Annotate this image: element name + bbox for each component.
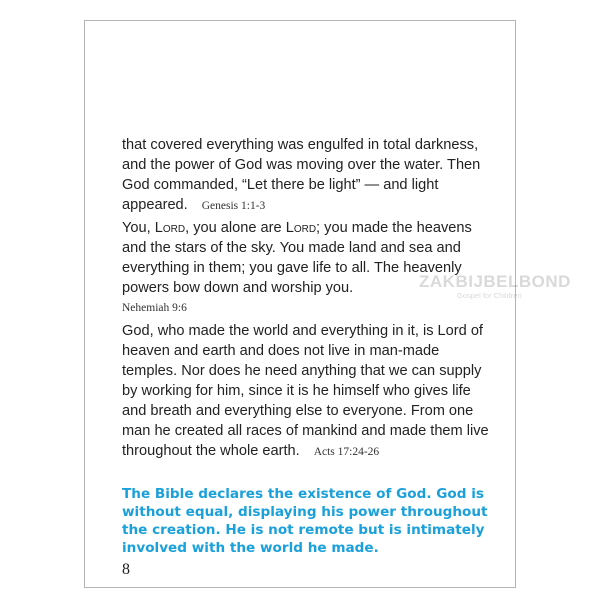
watermark-sub: Gospel for Children [457, 291, 522, 300]
scripture-reference: Nehemiah 9:6 [122, 302, 187, 314]
book-page [84, 20, 571, 588]
paragraph-text: God, who made the world and everything in it, is Lord of heaven and earth and does not live in man-made temples. Nor does he need anything that we can supply by working for him, since it is he himself who gives life and breath and everything else to everyone. From one man he created all races of mankind and made them live throughout the whole earth. [122, 323, 489, 459]
text-fragment: You, [122, 220, 155, 236]
scripture-reference: Genesis 1:1-3 [201, 200, 266, 212]
text-fragment: , you alone are [185, 220, 286, 236]
callout-text: The Bible declares the existence of God. God is without equal, displaying his power throughout the creation. He is not remote but is intimately involved with the world he made. [122, 486, 488, 556]
paragraph-genesis [122, 135, 492, 216]
lord-small-caps: Lord [285, 220, 317, 236]
scripture-reference: Acts 17:24-26 [313, 446, 380, 458]
lord-small-caps: Lord [154, 220, 186, 236]
paragraph-nehemiah [122, 218, 494, 316]
paragraph-acts [122, 321, 492, 462]
watermark-main: ZAKBIJBELBOND [419, 272, 571, 291]
paragraph-text: that covered everything was engulfed in total darkness, and the power of God was moving over the water. Then God commanded, “Let there be light” — and light appeared. [122, 137, 481, 213]
page-number: 8 [122, 561, 130, 578]
text-fragment: ; you made the heavens and the stars of the sky. You made land and sea and everything in them; you gave life to all. The heavenly powers bow down and worship you. [122, 220, 472, 296]
paragraph-text [122, 220, 472, 296]
